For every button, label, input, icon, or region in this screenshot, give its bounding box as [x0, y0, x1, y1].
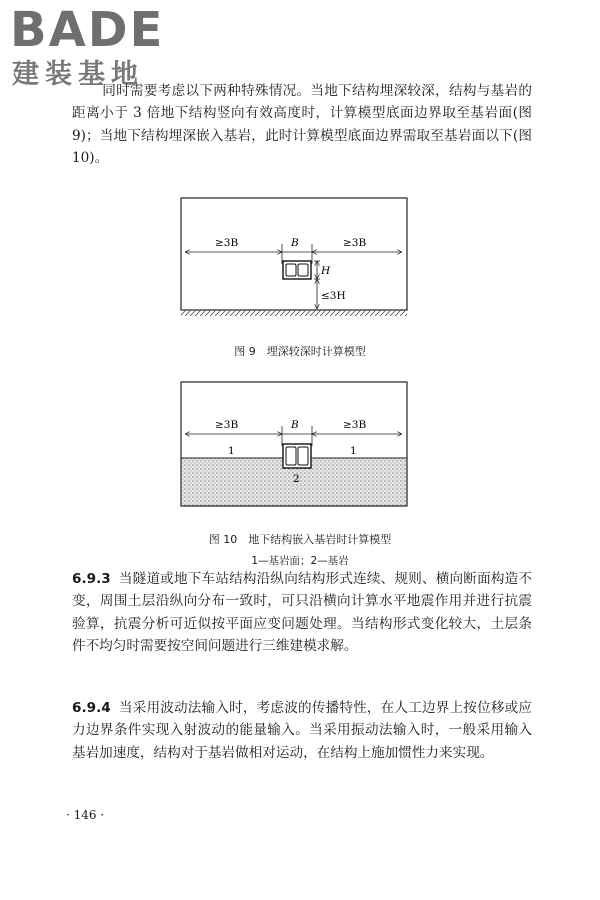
section-number: 6.9.3	[72, 571, 111, 587]
section-6-9-3	[72, 568, 532, 657]
figure-10-legend: 1—基岩面；2—基岩	[251, 555, 349, 567]
fig9-dim-height: H	[321, 265, 331, 277]
section-number: 6.9.4	[72, 700, 111, 716]
fig10-label-2: 2	[293, 473, 300, 485]
figure-9-caption: 图 9 埋深较深时计算模型	[234, 345, 366, 358]
paragraph-top-text: 同时需要考虑以下两种特殊情况。当地下结构埋深较深，结构与基岩的距离小于 3 倍地下结构竖向有效高度时，计算模型底面边界取至基岩面(图 9)；当地下结构埋深嵌入基岩，此时计算模型底面边界需取至基岩面以下(图 10)。	[72, 83, 532, 166]
fig10-dim-left: ≥3B	[215, 419, 239, 431]
fig9-dim-depth: ≤3H	[321, 290, 346, 302]
section-text: 当采用波动法输入时，考虑波的传播特性，在人工边界上按位移或应力边界条件实现入射波动的能量输入。当采用振动法输入时，一般采用输入基岩加速度，结构对于基岩做相对运动，在结构上施加惯性力来实现。	[72, 700, 532, 761]
fig10-label-1-right: 1	[350, 445, 357, 457]
section-6-9-4	[72, 697, 532, 764]
model-boundary	[181, 198, 407, 310]
fig10-label-1-left: 1	[228, 445, 235, 457]
fig10-dim-right: ≥3B	[343, 419, 367, 431]
section-text: 当隧道或地下车站结构沿纵向结构形式连续、规则、横向断面构造不变，周围土层沿纵向分布一致时，可只沿横向计算水平地震作用并进行抗震验算，抗震分析可近似按平面应变问题处理。当结构形式变化较大，土层条件不均匀时需要按空间问题进行三维建模求解。	[72, 571, 532, 654]
fig9-dim-left: ≥3B	[215, 237, 239, 249]
figure-9-diagram	[180, 196, 408, 321]
structure-box	[283, 261, 311, 279]
watermark-brand: BADE	[10, 2, 165, 58]
fig9-dim-mid: B	[291, 237, 299, 249]
page-number: · 146 ·	[66, 808, 105, 822]
watermark-subtitle: 建装基地	[12, 59, 144, 90]
figure-10-caption: 图 10 地下结构嵌入基岩时计算模型	[208, 533, 392, 546]
bedrock-hatch	[181, 310, 407, 316]
fig10-dim-mid: B	[291, 419, 299, 431]
fig9-dim-right: ≥3B	[343, 237, 367, 249]
paragraph-top	[72, 80, 532, 169]
structure-box	[283, 444, 311, 468]
figure-10-diagram	[180, 380, 408, 508]
